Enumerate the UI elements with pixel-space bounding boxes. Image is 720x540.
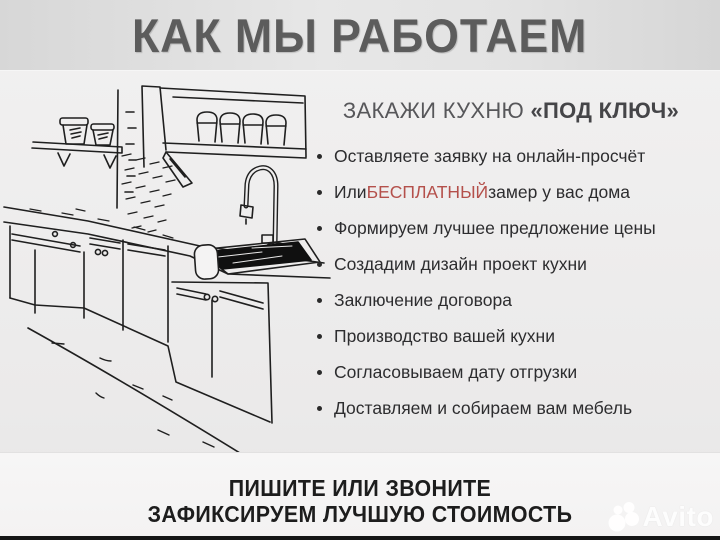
- kitchen-sketch: [0, 66, 332, 458]
- bullet-text: Оставляете заявку на онлайн-просчёт: [334, 145, 646, 166]
- footer-call-to-action: [25, 475, 695, 527]
- bullet-text: Или: [334, 181, 367, 202]
- list-item: [310, 390, 712, 426]
- bullet-dot-icon: [317, 406, 322, 411]
- avito-watermark: [608, 501, 714, 533]
- bullet-text: Формируем лучшее предложение цены: [334, 217, 656, 238]
- bottom-strip: [0, 536, 720, 540]
- bullet-dot-icon: [317, 298, 322, 303]
- list-item: [310, 174, 712, 210]
- footer-line-1: ПИШИТЕ ИЛИ ЗВОНИТЕ: [228, 475, 492, 501]
- list-item: [310, 318, 712, 354]
- list-item: [310, 354, 712, 390]
- bullet-dot-icon: [317, 370, 322, 375]
- bullet-list: [310, 138, 712, 426]
- kitchen-sketch-drawing: [0, 66, 332, 458]
- bullet-text: замер у вас дома: [488, 181, 631, 202]
- bullet-highlight: БЕСПЛАТНЫЙ: [366, 181, 489, 202]
- bullet-dot-icon: [317, 226, 322, 231]
- bullet-dot-icon: [317, 190, 322, 195]
- page-title: КАК МЫ РАБОТАЕМ: [132, 8, 588, 62]
- bullet-text: Создадим дизайн проект кухни: [334, 253, 587, 274]
- offer-heading-bold: «ПОД КЛЮЧ»: [530, 98, 680, 123]
- bullet-text: Производство вашей кухни: [334, 325, 555, 346]
- bullet-dot-icon: [317, 262, 322, 267]
- list-item: [310, 138, 712, 174]
- avito-wordmark: Avito: [642, 501, 714, 532]
- bullet-text: Заключение договора: [334, 289, 512, 310]
- bullet-text: Доставляем и собираем вам мебель: [334, 397, 633, 418]
- avito-logo-icon: [608, 502, 640, 532]
- list-item: [310, 210, 712, 246]
- list-item: [310, 282, 712, 318]
- bullet-dot-icon: [317, 334, 322, 339]
- offer-heading: [310, 98, 712, 124]
- offer-heading-regular: ЗАКАЖИ КУХНЮ: [342, 98, 531, 123]
- offer-section: [310, 98, 712, 426]
- footer-band: [0, 452, 720, 540]
- bullet-dot-icon: [317, 154, 322, 159]
- list-item: [310, 246, 712, 282]
- bullet-text: Согласовываем дату отгрузки: [334, 361, 578, 382]
- footer-line-2: ЗАФИКСИРУЕМ ЛУЧШУЮ СТОИМОСТЬ: [147, 501, 573, 527]
- header-band: [0, 0, 720, 71]
